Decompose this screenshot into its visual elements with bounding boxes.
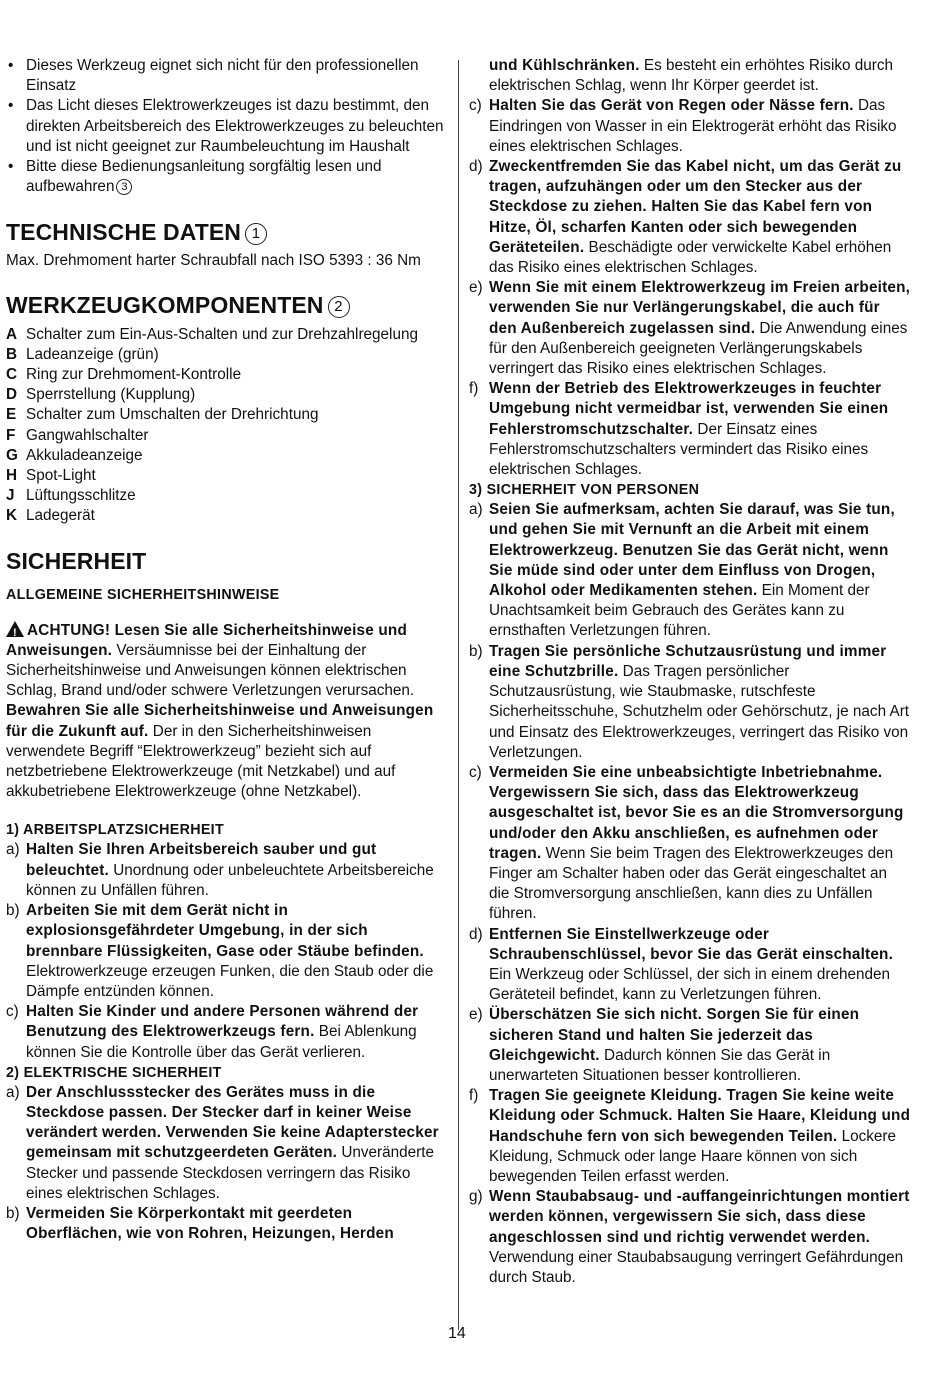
item-marker: d) <box>469 158 483 176</box>
warning-icon: ! <box>6 621 24 637</box>
safety-item <box>6 901 448 1002</box>
bullet-item: • Dieses Werkzeug eignet sich nicht für den professionellen Einsatz <box>8 57 419 95</box>
components-list <box>6 325 448 527</box>
component-label: Akkuladeanzeige <box>26 446 143 464</box>
workplace-safety-heading: 1) ARBEITSPLATZSICHERHEIT <box>6 822 224 839</box>
component-item <box>6 405 448 425</box>
item-marker: a) <box>6 1083 20 1101</box>
item-bold-text: Vermeiden Sie Körperkontakt mit geerdeten Oberflächen, wie von Rohren, Heizungen, Herden <box>26 1204 394 1243</box>
component-label: Spot-Light <box>26 467 96 485</box>
component-item <box>6 506 448 526</box>
item-bold-text: Zweckentfremden Sie das Kabel nicht, um das Gerät zu tragen, aufzuhängen oder um den Stecker aus der Steckdose zu ziehen. Halten Sie das Kabel fern von Hitze, Öl, scharfen Kanten oder sich bewegenden Geräteteilen. <box>489 158 902 256</box>
safety-item <box>469 96 911 157</box>
item-marker: f) <box>469 1087 479 1105</box>
component-item <box>6 365 448 385</box>
technical-data-heading: TECHNISCHE DATEN 1 <box>6 218 448 246</box>
safety-item <box>469 925 911 1006</box>
item-bold-text: Tragen Sie geeignete Kleidung. Tragen Sie keine weite Kleidung oder Schmuck. Halten Sie Haare, Kleidung und Handschuhe fern von sich bewegenden Teilen. <box>489 1087 911 1145</box>
figure-ref-1: 1 <box>245 223 267 245</box>
item-marker: g) <box>469 1188 483 1206</box>
item-text: Ein Moment der Unachtsamkeit beim Gebrauch des Gerätes kann zu ernsthaften Verletzungen führen. <box>489 582 870 640</box>
component-label: Lüftungsschlitze <box>26 487 136 505</box>
item-bold-text: Halten Sie das Gerät von Regen oder Nässe fern. <box>489 97 854 115</box>
personal-safety-heading: 3) SICHERHEIT VON PERSONEN <box>469 482 700 499</box>
component-item <box>6 385 448 405</box>
item-text: Bei Ablenkung können Sie die Kontrolle über das Gerät verlieren. <box>26 1023 417 1061</box>
safety-item <box>469 500 911 641</box>
item-bold-text: Vermeiden Sie eine unbeabsichtigte Inbetriebnahme. Vergewissern Sie sich, dass das Elektrowerkzeug ausgeschaltet ist, bevor Sie es an die Stromversorgung und/oder den Akku anschließen, es aufnehmen oder tragen. <box>489 763 904 862</box>
component-key: E <box>6 406 17 424</box>
item-marker: e) <box>469 1006 483 1024</box>
item-bold-text: Wenn der Betrieb des Elektrowerkzeuges in feuchter Umgebung nicht vermeidbar ist, verwenden Sie einen Fehlerstromschutzschalter. <box>489 380 889 438</box>
component-item <box>6 486 448 506</box>
components-heading: WERKZEUGKOMPONENTEN 2 <box>6 291 448 319</box>
electrical-safety-list-cont <box>469 96 911 480</box>
component-key: B <box>6 345 18 363</box>
item-bold-text: Entfernen Sie Einstellwerkzeuge oder Schraubenschlüssel, bevor Sie das Gerät einschalten. <box>489 925 894 963</box>
item-text: Unordnung oder unbeleuchtete Arbeitsbereiche können zu Unfällen führen. <box>26 861 434 899</box>
safety-item <box>6 1083 448 1204</box>
component-key: F <box>6 426 16 444</box>
item-marker: f) <box>469 380 479 398</box>
item-text: Der Einsatz eines Fehlerstromschutzschalters vermindert das Risiko eines elektrischen Schlages. <box>489 420 869 479</box>
item-bold-text: Überschätzen Sie sich nicht. Sorgen Sie für einen sicheren Stand und halten Sie jederzeit das Gleichgewicht. <box>489 1006 860 1064</box>
bullet-item: • Das Licht dieses Elektrowerkzeuges ist dazu bestimmt, den direkten Arbeitsbereich des Elektrowerkzeuges zu beleuchten und ist nicht geeignet zur Raumbeleuchtung im Haushalt <box>8 97 444 155</box>
component-item <box>6 426 448 446</box>
item-marker: c) <box>6 1003 19 1021</box>
item-text: Verwendung einer Staubabsaugung verringert Gefährdungen durch Staub. <box>489 1248 904 1286</box>
item-marker: d) <box>469 925 483 943</box>
item-bold-text: Wenn Sie mit einem Elektrowerkzeug im Freien arbeiten, verwenden Sie nur Verlängerungskabel, die auch für den Außenbereich zugelassen sind. <box>489 279 911 337</box>
item-bold-text: Halten Sie Kinder und andere Personen während der Benutzung des Elektrowerkzeugs fern. <box>26 1003 419 1041</box>
safety-item <box>469 642 911 763</box>
item-bold-text: Seien Sie aufmerksam, achten Sie darauf, was Sie tun, und gehen Sie mit Vernunft an die Arbeit mit einem Elektrowerkzeug. Benutzen Sie das Gerät nicht, wenn Sie müde sind oder unter dem Einfluss von Drogen, Alkohol oder Medikamenten stehen. <box>489 501 895 600</box>
item-text: Wenn Sie beim Tragen des Elektrowerkzeuges den Finger am Schalter haben oder das Gerät eingeschaltet an die Stromversorgung anschließen, kann dies zu Unfällen führen. <box>489 844 894 923</box>
workplace-safety-list <box>6 840 448 1062</box>
component-label: Schalter zum Ein-Aus-Schalten und zur Drehzahlregelung <box>26 325 418 343</box>
item-text: Dadurch können Sie das Gerät in unerwarteten Situationen besser kontrollieren. <box>489 1046 831 1084</box>
component-item <box>6 446 448 466</box>
safety-item <box>469 278 911 379</box>
continued-paragraph: und Kühlschränken. Es besteht ein erhöhtes Risiko durch elektrischen Schlag, wenn Ihr Körper geerdet ist. <box>489 57 894 95</box>
item-text: Unveränderte Stecker und passende Steckdosen verringern das Risiko eines elektrischen Schlages. <box>26 1144 435 1202</box>
item-text: Die Anwendung eines für den Außenbereich geeigneten Verlängerungskabels verringert das Risiko eines elektrischen Schlages. <box>489 319 908 378</box>
item-bold-text: Halten Sie Ihren Arbeitsbereich sauber und gut beleuchtet. <box>26 841 377 879</box>
component-key: D <box>6 386 18 404</box>
item-text: Ein Werkzeug oder Schlüssel, der sich in einem drehenden Geräteteil befindet, kann zu Verletzungen führen. <box>489 965 891 1004</box>
component-item <box>6 466 448 486</box>
component-key: G <box>6 446 18 464</box>
item-text: Lockere Kleidung, Schmuck oder lange Haare können von sich bewegenden Teilen erfasst werden. <box>489 1127 896 1185</box>
component-key: J <box>6 487 15 505</box>
bullet-item: • Bitte diese Bedienungsanleitung sorgfältig lesen und aufbewahren 3 <box>8 158 382 196</box>
component-key: A <box>6 325 18 343</box>
item-bold-text: Tragen Sie persönliche Schutzausrüstung und immer eine Schutzbrille. <box>489 642 887 680</box>
item-text: Beschädigte oder verwickelte Kabel erhöhen das Risiko eines elektrischen Schlages. <box>489 238 892 277</box>
item-bold-text: Arbeiten Sie mit dem Gerät nicht in explosionsgefährdeter Umgebung, in der sich brennbare Flüssigkeiten, Gase oder Stäube befinden. <box>26 902 424 960</box>
safety-heading: SICHERHEIT <box>6 547 147 574</box>
warning-paragraph: ! ACHTUNG! Lesen Sie alle Sicherheitshinweise und Anweisungen. Versäumnisse bei der Einhaltung der Sicherheitshinweise und Anweisungen können elektrischen Schlag, Brand und/oder schwere Verletzungen verursachen. Bewahren Sie alle Sicherheitshinweise und Anweisungen für die Zukunft auf. Der in den Sicherheitshinweisen verwendete Begriff “Elektrowerkzeug” bezieht sich auf netzbetriebene Elektrowerkzeuge (mit Netzkabel) und auf akkubetriebene Elektrowerkzeuge (ohne Netzkabel). <box>6 621 434 801</box>
figure-ref-2: 2 <box>328 296 350 318</box>
item-marker: e) <box>469 279 483 297</box>
safety-item <box>469 379 911 480</box>
component-item <box>6 325 448 345</box>
item-marker: c) <box>469 97 482 115</box>
item-bold-text: Wenn Staubabsaug- und -auffangeinrichtungen montiert werden können, vergewissern Sie sich, dass diese angeschlossen sind und richtig verwendet werden. <box>489 1188 910 1246</box>
item-text: Das Eindringen von Wasser in ein Elektrogerät erhöht das Risiko eines elektrischen Schlages. <box>489 97 897 155</box>
item-bold-text: Der Anschlussstecker des Gerätes muss in die Steckdose passen. Der Stecker darf in keiner Weise verändert werden. Verwenden Sie keine Adapterstecker gemeinsam mit schutzgeerdeten Geräten. <box>26 1083 439 1162</box>
item-text: Elektrowerkzeuge erzeugen Funken, die den Staub oder die Dämpfe entzünden können. <box>26 962 434 1000</box>
safety-item <box>469 157 911 278</box>
right-column <box>469 56 911 1288</box>
component-label: Sperrstellung (Kupplung) <box>26 386 196 404</box>
component-label: Gangwahlschalter <box>26 426 149 444</box>
item-marker: a) <box>6 841 20 859</box>
component-label: Schalter zum Umschalten der Drehrichtung <box>26 406 319 424</box>
item-marker: a) <box>469 501 483 519</box>
technical-data-line: Max. Drehmoment harter Schraubfall nach ISO 5393 : 36 Nm <box>6 252 421 270</box>
safety-item <box>6 1002 448 1063</box>
electrical-safety-list <box>6 1083 448 1245</box>
page-number: 14 <box>448 1325 466 1342</box>
safety-item <box>6 840 448 901</box>
left-column <box>6 56 448 1244</box>
safety-item <box>6 1204 448 1244</box>
component-label: Ladegerät <box>26 507 95 525</box>
safety-item <box>469 1086 911 1187</box>
personal-safety-list <box>469 500 911 1288</box>
component-key: H <box>6 467 18 485</box>
item-text: Das Tragen persönlicher Schutzausrüstung, wie Staubmaske, rutschfeste Sicherheitsschuhe, Schutzhelm oder Gehörschutz, je nach Art und Einsatz des Elektrowerkzeuges, verringert das Risiko von Verletzungen. <box>489 662 910 761</box>
column-divider <box>458 60 459 1330</box>
component-key: K <box>6 507 18 525</box>
general-safety-heading: ALLGEMEINE SICHERHEITSHINWEISE <box>6 586 280 603</box>
item-marker: c) <box>469 763 482 781</box>
safety-item <box>469 1187 911 1288</box>
safety-item <box>469 1005 911 1086</box>
electrical-safety-heading: 2) ELEKTRISCHE SICHERHEIT <box>6 1064 222 1081</box>
component-key: C <box>6 366 18 384</box>
item-marker: b) <box>6 902 20 920</box>
component-label: Ring zur Drehmoment-Kontrolle <box>26 366 242 384</box>
item-marker: b) <box>6 1204 20 1222</box>
safety-item <box>469 763 911 925</box>
item-marker: b) <box>469 642 483 660</box>
component-item <box>6 345 448 365</box>
figure-ref-3: 3 <box>116 179 132 195</box>
component-label: Ladeanzeige (grün) <box>26 345 159 363</box>
